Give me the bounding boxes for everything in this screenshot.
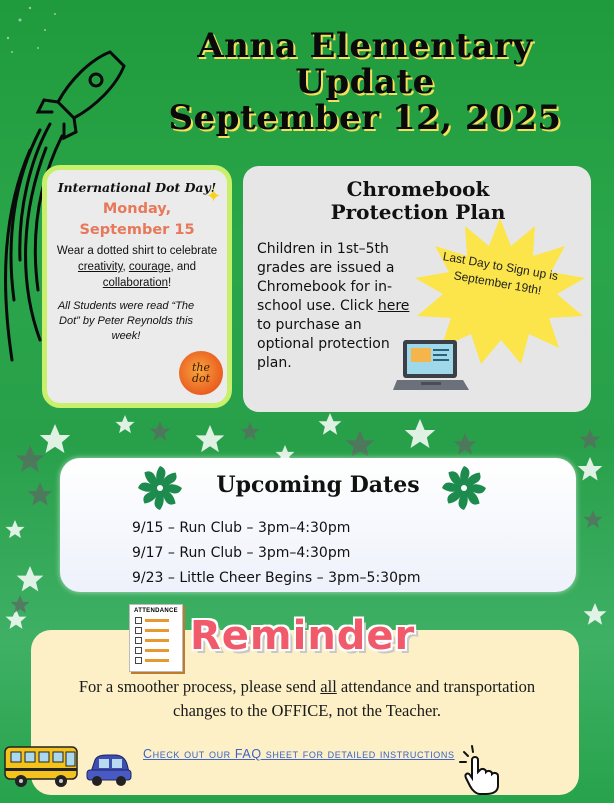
word-collaboration: collaboration (102, 277, 168, 289)
dot-day-date-line-1: Monday, (102, 201, 172, 217)
pinwheel-icon (440, 464, 488, 512)
reminder-heading: Reminder (190, 613, 416, 659)
dot-day-date-line-2: September 15 (79, 222, 195, 238)
reminder-text (74, 675, 540, 723)
title-line-1: Anna Elementary (197, 26, 533, 66)
chromebook-title-line-1: Chromebook (346, 177, 490, 201)
badge-line-1: the (191, 361, 210, 374)
signup-deadline-text: Last Day to Sign up is September 19th! (441, 249, 560, 298)
upcoming-dates-panel (60, 458, 576, 592)
chromebook-body-text: Children in 1st–5th grades are issued a Chromebook for in-school use. Click (257, 241, 395, 314)
page-title (120, 28, 610, 136)
dot-day-body (55, 243, 219, 291)
chromebook-title-line-2: Protection Plan (330, 200, 506, 224)
attendance-sheet-label: ATTENDANCE (134, 608, 178, 614)
reminder-text-start: For a smoother process, please send (78, 677, 321, 696)
dot-day-heading: International Dot Day! (57, 180, 217, 195)
faq-sheet-link[interactable]: Check out our FAQ sheet for detailed instructions (143, 747, 455, 761)
reminder-text-emphasis: all (320, 677, 337, 696)
title-line-3: September 12, 2025 (168, 98, 562, 138)
laptop-icon (393, 336, 469, 396)
the-dot-book-logo (179, 351, 223, 395)
attendance-sheet-icon (129, 604, 183, 672)
word-courage: courage (128, 261, 171, 273)
date-item: 9/23 – Little Cheer Begins – 3pm–5:30pm (132, 570, 421, 586)
school-bus-icon (3, 743, 81, 789)
protection-plan-link[interactable]: here (377, 298, 410, 314)
upcoming-dates-list (132, 516, 421, 591)
date-item: 9/17 – Run Club – 3pm–4:30pm (132, 545, 351, 561)
reminder-text-end: attendance and transportation changes to the OFFICE, not the Teacher. (173, 677, 536, 720)
dot-day-body-end: ! (168, 277, 172, 289)
date-item: 9/15 – Run Club – 3pm–4:30pm (132, 520, 351, 536)
dot-day-note: All Students were read “The Dot” by Peter Reynolds this week! (57, 300, 195, 342)
pointing-hand-icon (458, 742, 510, 796)
dot-day-body-text: Wear a dotted shirt to celebrate (56, 245, 218, 257)
title-line-2: Update (295, 62, 435, 102)
upcoming-dates-title: Upcoming Dates (216, 472, 420, 498)
dot-day-sep-2: , and (170, 261, 197, 273)
sparkle-icon: ✦ (206, 186, 222, 207)
dot-day-date (47, 199, 227, 241)
dot-day-card (42, 165, 232, 408)
dot-day-sep-1: , (122, 261, 129, 273)
badge-line-2: dot (191, 372, 211, 385)
chromebook-body-end: to purchase an optional protection plan. (257, 317, 390, 371)
word-creativity: creativity (77, 261, 123, 273)
car-icon (85, 750, 133, 788)
chromebook-card (243, 166, 591, 412)
